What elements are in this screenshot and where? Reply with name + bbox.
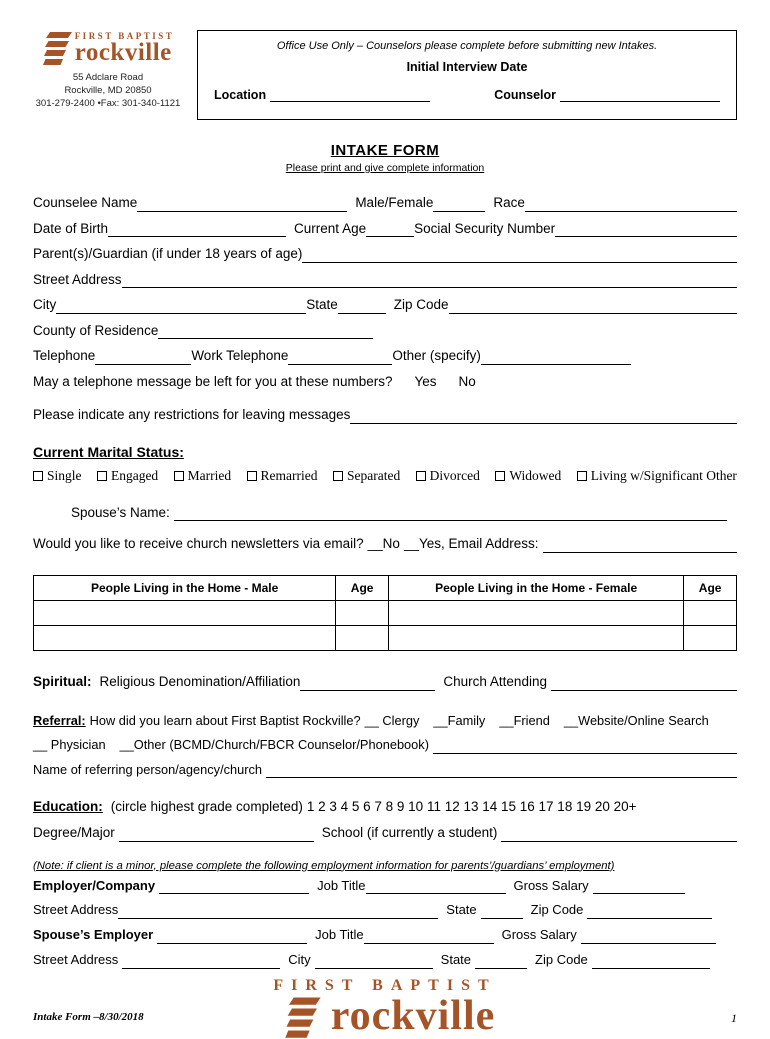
office-use-box [197, 30, 737, 120]
referral-option-clergy[interactable]: __ Clergy [364, 712, 420, 728]
employer-street-field[interactable] [118, 903, 438, 919]
race-field[interactable] [525, 196, 737, 212]
city-field[interactable] [56, 298, 306, 314]
col-header-male: People Living in the Home - Male [34, 576, 336, 601]
city-label: City [33, 297, 57, 313]
telephone-field[interactable] [95, 349, 191, 365]
ssn-field[interactable] [555, 221, 737, 237]
church-logo [33, 30, 183, 66]
spouse-name-label: Spouse’s Name: [71, 504, 170, 520]
street-address-label: Street Address [33, 271, 122, 287]
denomination-field[interactable] [300, 675, 435, 691]
marital-option-living-with-significant-other[interactable] [577, 468, 737, 484]
spouse-city-field[interactable] [315, 953, 433, 969]
logo-rockville: rockville [74, 39, 172, 67]
counselor-label: Counselor [494, 88, 556, 102]
spouse-job-title-field[interactable] [364, 928, 494, 944]
logo-first-baptist: FIRST BAPTIST [74, 31, 175, 42]
table-header-row [34, 576, 737, 601]
message-yes-option[interactable]: Yes [414, 373, 437, 389]
office-use-notice: Office Use Only – Counselors please complete before submitting new Intakes. [276, 40, 658, 52]
degree-major-field[interactable] [119, 826, 314, 842]
minor-employment-note: (Note: if client is a minor, please complete the following employment information for parents’/guardians’ employment) [33, 859, 615, 872]
education-label: Education: [33, 799, 103, 815]
education-grades[interactable]: 1 2 3 4 5 6 7 8 9 10 11 12 13 14 15 16 17 18 19 20 20+ [306, 799, 637, 815]
marital-option-single[interactable] [33, 468, 82, 484]
dob-label: Date of Birth [33, 220, 109, 236]
male-female-label: Male/Female [355, 195, 434, 210]
spouse-zip-field[interactable] [592, 953, 710, 969]
logo-stripes-icon [42, 30, 72, 66]
male-age-cell[interactable] [336, 626, 389, 651]
checkbox-icon[interactable] [247, 471, 257, 481]
referral-option-physician[interactable]: __ Physician [33, 737, 106, 753]
title-block [33, 142, 737, 174]
guardian-field[interactable] [302, 247, 737, 263]
church-logo-block [33, 30, 183, 110]
restrictions-field[interactable] [350, 408, 737, 424]
current-age-field[interactable] [366, 221, 414, 237]
guardian-label: Parent(s)/Guardian (if under 18 years of age) [33, 246, 303, 262]
spouse-employer-field[interactable] [157, 928, 307, 944]
location-label: Location [214, 88, 267, 102]
female-age-cell[interactable] [684, 626, 737, 651]
checkbox-icon[interactable] [97, 471, 107, 481]
zip-field[interactable] [449, 298, 737, 314]
spouse-street-label: Street Address [33, 952, 119, 968]
newsletter-yes-option[interactable]: __Yes, Email Address: [403, 536, 539, 552]
footer-page-number: 1 [731, 1011, 737, 1026]
footer-logo-rockville: rockville [330, 993, 496, 1039]
marital-option-separated[interactable] [333, 468, 400, 484]
street-address-field[interactable] [122, 272, 737, 288]
message-question: May a telephone message be left for you at these numbers? [33, 373, 393, 389]
option-label: Widowed [509, 467, 562, 483]
female-age-cell[interactable] [684, 601, 737, 626]
spouse-name-field[interactable] [174, 505, 727, 521]
footer-logo-stripes-icon [275, 995, 331, 1039]
address-line-3: 301-279-2400 •Fax: 301-340-1121 [35, 97, 181, 109]
footer-church-logo [273, 977, 496, 1039]
county-label: County of Residence [33, 322, 159, 338]
female-name-cell[interactable] [389, 601, 684, 626]
spouse-state-label: State [440, 952, 472, 968]
option-label: Living w/Significant Other [590, 467, 737, 483]
employer-zip-label: Zip Code [530, 902, 584, 918]
marital-option-married[interactable] [174, 468, 231, 484]
spouse-salary-label: Gross Salary [501, 927, 577, 943]
referral-option-website[interactable]: __Website/Online Search [563, 712, 709, 728]
checkbox-icon[interactable] [333, 471, 343, 481]
referral-option-friend[interactable]: __Friend [499, 712, 550, 728]
spouse-street-field[interactable] [122, 953, 280, 969]
referring-person-label: Name of referring person/agency/church [33, 761, 263, 777]
church-attending-label: Church Attending [443, 674, 547, 690]
spiritual-label: Spiritual: [33, 674, 92, 690]
marital-option-divorced[interactable] [416, 468, 480, 484]
male-name-cell[interactable] [34, 601, 336, 626]
marital-option-engaged[interactable] [97, 468, 158, 484]
employer-street-label: Street Address [33, 902, 119, 918]
employer-company-field[interactable] [159, 878, 309, 894]
table-row [34, 626, 737, 651]
zip-label: Zip Code [393, 297, 449, 313]
marital-options-row [33, 468, 737, 484]
counselee-name-field[interactable] [137, 196, 347, 212]
other-specify-field[interactable] [481, 349, 631, 365]
school-field[interactable] [501, 826, 737, 842]
male-female-field[interactable] [433, 196, 485, 212]
header [33, 30, 737, 120]
footer [33, 977, 737, 1039]
newsletter-email-field[interactable] [543, 537, 737, 553]
other-specify-label: Other (specify) [392, 348, 481, 364]
counselor-field[interactable] [560, 86, 720, 102]
telephone-label: Telephone [33, 348, 96, 364]
dob-field[interactable] [108, 221, 286, 237]
employer-state-label: State [446, 902, 477, 918]
page-subtitle: Please print and give complete information [285, 162, 485, 174]
option-label: Divorced [429, 467, 480, 483]
footer-document-label: Intake Form –8/30/2018 [33, 1011, 144, 1024]
table-row [34, 601, 737, 626]
counselee-name-label: Counselee Name [33, 195, 138, 210]
checkbox-icon[interactable] [495, 471, 505, 481]
county-field[interactable] [158, 323, 373, 339]
address-line-1: 55 Adclare Road [72, 72, 144, 83]
current-age-label: Current Age [294, 220, 367, 236]
job-title-field[interactable] [366, 878, 506, 894]
option-label: Engaged [110, 467, 159, 483]
male-name-cell[interactable] [34, 626, 336, 651]
restrictions-label: Please indicate any restrictions for leaving messages [33, 407, 351, 423]
spouse-job-title-label: Job Title [315, 927, 364, 943]
spouse-city-label: City [288, 952, 311, 968]
denomination-label: Religious Denomination/Affiliation [99, 674, 301, 690]
referral-option-family[interactable]: __Family [433, 712, 486, 728]
referral-other-field[interactable] [433, 738, 737, 754]
employer-state-field[interactable] [481, 903, 523, 919]
location-field[interactable] [270, 86, 430, 102]
checkbox-icon[interactable] [33, 471, 43, 481]
female-name-cell[interactable] [389, 626, 684, 651]
marital-option-remarried[interactable] [247, 468, 318, 484]
referral-label: Referral: [33, 712, 86, 728]
newsletter-no-option[interactable]: __No [367, 536, 400, 552]
checkbox-icon[interactable] [174, 471, 184, 481]
race-label: Race [493, 195, 525, 210]
work-telephone-label: Work Telephone [191, 348, 289, 364]
referral-question: How did you learn about First Baptist Rockville? [89, 712, 361, 728]
spouse-state-field[interactable] [475, 953, 527, 969]
option-label: Single [47, 467, 82, 483]
job-title-label: Job Title [317, 877, 366, 893]
col-header-female: People Living in the Home - Female [389, 576, 684, 601]
referring-person-field[interactable] [266, 762, 737, 778]
work-telephone-field[interactable] [288, 349, 392, 365]
employer-zip-field[interactable] [587, 903, 712, 919]
initial-interview-date-label: Initial Interview Date [406, 60, 528, 74]
option-label: Remarried [260, 467, 318, 483]
newsletter-question: Would you like to receive church newsletters via email? [33, 536, 364, 552]
spouse-employer-label: Spouse’s Employer [33, 927, 154, 943]
marital-status-heading: Current Marital Status: [33, 443, 184, 460]
col-header-age-1: Age [336, 576, 389, 601]
page-title: INTAKE FORM [330, 142, 440, 159]
col-header-age-2: Age [684, 576, 737, 601]
checkbox-icon[interactable] [577, 471, 587, 481]
message-no-option[interactable]: No [458, 373, 476, 389]
people-living-in-home-table [33, 575, 737, 651]
gross-salary-field[interactable] [593, 878, 685, 894]
checkbox-icon[interactable] [416, 471, 426, 481]
church-attending-field[interactable] [551, 675, 737, 691]
degree-major-label: Degree/Major [33, 824, 115, 840]
marital-option-widowed[interactable] [495, 468, 561, 484]
option-label: Married [187, 467, 232, 483]
employer-company-label: Employer/Company [33, 877, 156, 893]
spouse-salary-field[interactable] [581, 928, 716, 944]
school-label: School (if currently a student) [321, 824, 498, 840]
state-field[interactable] [338, 298, 386, 314]
male-age-cell[interactable] [336, 601, 389, 626]
footer-logo-first-baptist: FIRST BAPTIST [273, 977, 497, 995]
state-label: State [306, 297, 338, 313]
referral-option-other[interactable]: __Other (BCMD/Church/FBCR Counselor/Phonebook) [119, 737, 429, 753]
church-address [33, 72, 183, 110]
education-instruction: (circle highest grade completed) [110, 799, 303, 815]
spouse-zip-label: Zip Code [535, 952, 588, 968]
ssn-label: Social Security Number [414, 220, 556, 236]
option-label: Separated [346, 467, 401, 483]
gross-salary-label: Gross Salary [513, 877, 589, 893]
address-line-2: Rockville, MD 20850 [64, 84, 152, 96]
